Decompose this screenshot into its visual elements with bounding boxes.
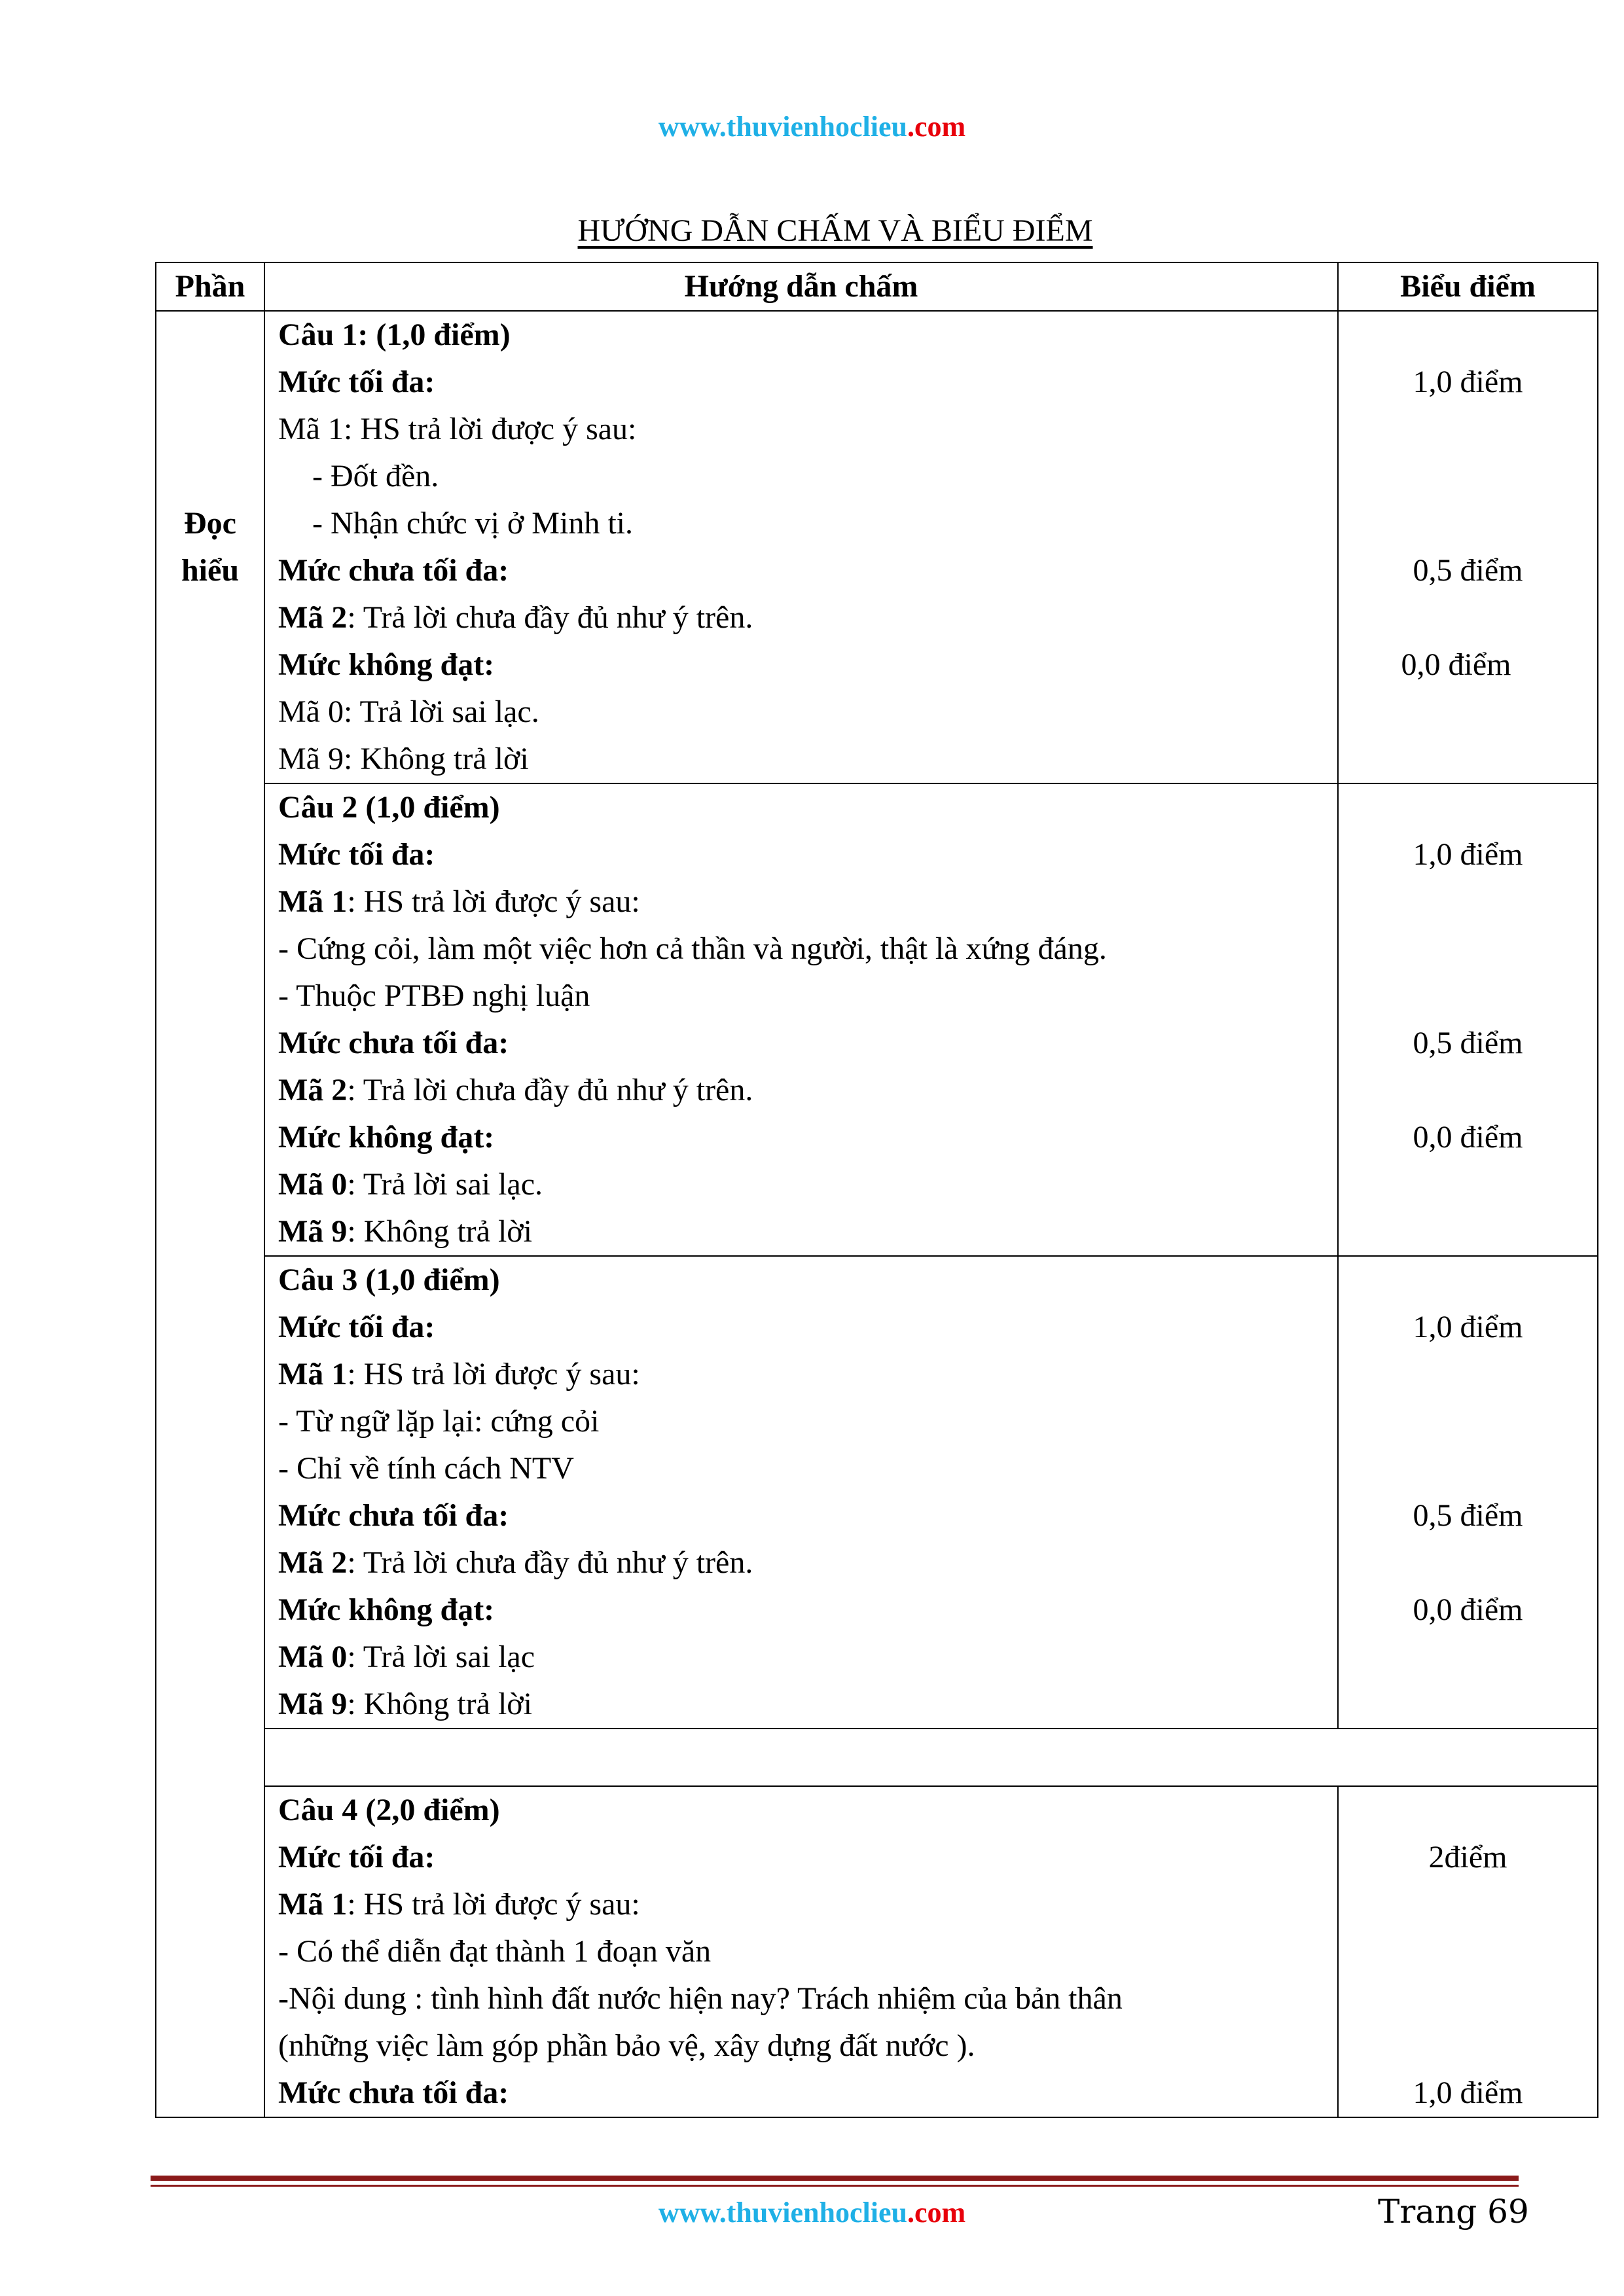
q1-fail-label: Mức không đạt: (278, 647, 495, 682)
table-header-row (156, 262, 1598, 311)
page-title: HƯỚNG DẪN CHẤM VÀ BIỂU ĐIỂM (577, 213, 1093, 248)
q1-partial-label: Mức chưa tối đa: (278, 553, 509, 588)
q1-max-label: Mức tối đa: (278, 365, 435, 399)
q4-item2: -Nội dung : tình hình đất nước hiện nay? Trách nhiệm của bản thân (278, 1981, 1123, 2016)
q3-code0-text: : Trả lời sai lạc (347, 1640, 535, 1674)
table-row-q3 (156, 1256, 1598, 1729)
q3-max-score: 1,0 điểm (1413, 1310, 1523, 1344)
q2-code2-text: : Trả lời chưa đầy đủ như ý trên. (347, 1073, 753, 1107)
q1-max-score: 1,0 điểm (1413, 365, 1523, 399)
spacer-cell-end (1338, 1729, 1598, 1786)
q1-code1: Mã 1: HS trả lời được ý sau: (278, 412, 637, 446)
q2-code0-text: : Trả lời sai lạc. (347, 1167, 543, 1202)
q3-fail-score: 0,0 điểm (1413, 1592, 1523, 1627)
q2-code0-label: Mã 0 (278, 1167, 348, 1202)
page-number: Trang 69 (1378, 2193, 1529, 2231)
q3-max-label: Mức tối đa: (278, 1310, 435, 1344)
q2-partial-score: 0,5 điểm (1413, 1026, 1523, 1060)
q1-fail-score: 0,0 điểm (1401, 647, 1511, 682)
q1-code0: Mã 0: Trả lời sai lạc. (278, 694, 539, 729)
q4-partial-label: Mức chưa tối đa: (278, 2075, 509, 2110)
guide-cell-q4 (264, 1786, 1338, 2117)
score-cell-q3 (1338, 1256, 1598, 1729)
q3-code1-text: : HS trả lời được ý sau: (347, 1357, 640, 1391)
q2-max-label: Mức tối đa: (278, 837, 435, 872)
column-header-part: Phần (156, 262, 264, 311)
q3-partial-label: Mức chưa tối đa: (278, 1498, 509, 1533)
footer-url-main: www.thuvienhoclieu (658, 2197, 907, 2229)
column-header-guide: Hướng dẫn chấm (264, 262, 1338, 311)
q3-fail-label: Mức không đạt: (278, 1592, 495, 1627)
q2-fail-score: 0,0 điểm (1413, 1120, 1523, 1155)
table-row-q2 (156, 783, 1598, 1256)
q1-code2-text: : Trả lời chưa đầy đủ như ý trên. (347, 600, 753, 635)
site-header (0, 110, 1624, 143)
q2-code2-label: Mã 2 (278, 1073, 348, 1107)
q3-item2: - Chỉ về tính cách NTV (278, 1451, 574, 1486)
q4-item3: (những việc làm góp phần bảo vệ, xây dựng đất nước ). (278, 2028, 975, 2063)
table-row-q4 (156, 1786, 1598, 2117)
site-url-tld: .com (907, 111, 966, 143)
q3-code9-text: : Không trả lời (347, 1687, 532, 1721)
q1-item1: - Đốt đền. (312, 459, 439, 493)
q2-code9-text: : Không trả lời (347, 1214, 532, 1249)
footer-divider-thin (151, 2185, 1519, 2187)
q4-partial-score: 1,0 điểm (1413, 2075, 1523, 2110)
site-url-main: www.thuvienhoclieu (658, 111, 907, 143)
table-row-q1 (156, 311, 1598, 783)
q3-code9-label: Mã 9 (278, 1687, 348, 1721)
q1-code2-label: Mã 2 (278, 600, 348, 635)
q2-partial-label: Mức chưa tối đa: (278, 1026, 509, 1060)
guide-cell-q3 (264, 1256, 1338, 1729)
score-cell-q1 (1338, 311, 1598, 783)
q2-title: Câu 2 (1,0 điểm) (278, 790, 500, 825)
q1-code9: Mã 9: Không trả lời (278, 742, 529, 776)
q4-title: Câu 4 (2,0 điểm) (278, 1793, 500, 1827)
q2-code1-label: Mã 1 (278, 884, 348, 919)
score-cell-q4 (1338, 1786, 1598, 2117)
part-label-line2: hiểu (181, 553, 240, 588)
q4-max-label: Mức tối đa: (278, 1840, 435, 1874)
q2-item1: - Cứng cỏi, làm một việc hơn cả thần và người, thật là xứng đáng. (278, 931, 1107, 966)
q4-code1-label: Mã 1 (278, 1887, 348, 1922)
q3-partial-score: 0,5 điểm (1413, 1498, 1523, 1533)
q3-code0-label: Mã 0 (278, 1640, 348, 1674)
table-spacer-row (156, 1729, 1598, 1786)
q4-code1-text: : HS trả lời được ý sau: (347, 1887, 640, 1922)
q3-code2-label: Mã 2 (278, 1545, 348, 1580)
guide-cell-q1 (264, 311, 1338, 783)
q1-partial-score: 0,5 điểm (1413, 553, 1523, 588)
q1-item2: - Nhận chức vị ở Minh ti. (312, 506, 633, 541)
spacer-cell (264, 1729, 1338, 1786)
q3-code2-text: : Trả lời chưa đầy đủ như ý trên. (347, 1545, 753, 1580)
q4-max-score: 2điểm (1428, 1840, 1507, 1874)
q3-title: Câu 3 (1,0 điểm) (278, 1263, 500, 1297)
footer-url-tld: .com (907, 2197, 966, 2229)
q2-code1-text: : HS trả lời được ý sau: (347, 884, 640, 919)
grading-table (155, 262, 1598, 2118)
q1-title: Câu 1: (1,0 điểm) (278, 317, 511, 352)
part-cell (156, 311, 264, 2117)
q3-item1: - Từ ngữ lặp lại: cứng cỏi (278, 1404, 600, 1439)
footer-divider (151, 2176, 1519, 2181)
score-cell-q2 (1338, 783, 1598, 1256)
column-header-score: Biểu điểm (1338, 262, 1598, 311)
q3-code1-label: Mã 1 (278, 1357, 348, 1391)
q2-item2: - Thuộc PTBĐ nghị luận (278, 978, 590, 1013)
q2-code9-label: Mã 9 (278, 1214, 348, 1249)
q2-fail-label: Mức không đạt: (278, 1120, 495, 1155)
guide-cell-q2 (264, 783, 1338, 1256)
q2-max-score: 1,0 điểm (1413, 837, 1523, 872)
q4-item1: - Có thể diễn đạt thành 1 đoạn văn (278, 1934, 712, 1969)
part-label-line1: Đọc (184, 506, 236, 541)
